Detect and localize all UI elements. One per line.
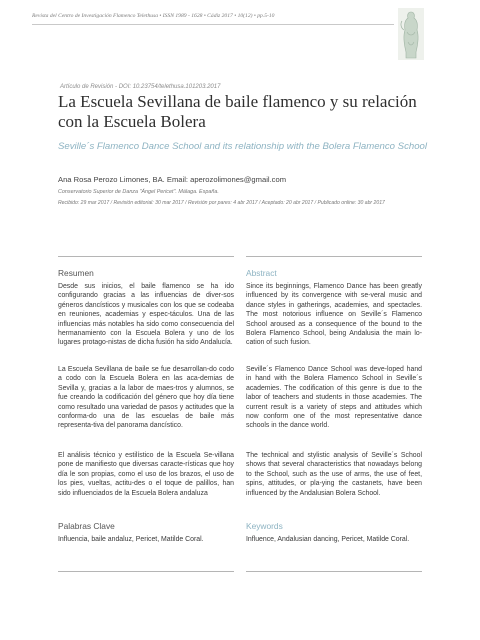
- keywords-heading: Keywords: [246, 521, 283, 531]
- abstract-top-rule: [246, 256, 422, 257]
- article-title: La Escuela Sevillana de baile flamenco y su relación con la Escuela Bolera: [58, 92, 417, 131]
- journal-header: Revista del Centro de Investigación Flamenco Telethusa • ISSN 1989 - 1628 • Cádiz 2017 • 10(12) • pp.5-10: [32, 13, 275, 19]
- statue-figure-icon: [398, 8, 424, 60]
- resumen-paragraph-3: El análisis técnico y estilístico de la Escuela Se-villana pone de manifiesto que diversas caracte-rísticas que hoy día le son propias, como el uso de los brazos, el uso de los pies, vueltas, actitu-des o el toque de palillos, han sido influenciados de la Escuela Bolera andaluza: [58, 452, 234, 497]
- palabras-clave-heading: Palabras Clave: [58, 521, 115, 531]
- abstract-paragraph-1: Since its beginnings, Flamenco Dance has been greatly influenced by its convergence with se-veral music and dance styles in gatherings, academies, and spectacles. The most notorious influence on Seville´s Flamenco School aroused as a consequence of the bound to the Bolera Flamenco School, being Andalusia the main lo-cation of such fusion.: [246, 283, 422, 347]
- resumen-paragraph-2: La Escuela Sevillana de baile se fue desarrollan-do codo a codo con la Escuela Bolera en las aca-demias de Sevilla y, gracias a la labor de maes-tros y alumnos, se fue creando la codificación del género que hoy día tiene como resultado una variedad de pasos y actitudes que la conforma-do una de las escuelas de baile más representa-tiva del panorama dancístico.: [58, 366, 234, 430]
- abstract-paragraph-3: The technical and stylistic analysis of Seville´s School shows that several characteristics that nowadays belong to the School, such as the use of arms, the use of feet, spins, attitudes, or pla-ying the castanets, have been influenced by the Andalusian Bolera School.: [246, 452, 422, 497]
- abstract-bottom-rule: [246, 571, 422, 572]
- author-line: Ana Rosa Perozo Limones, BA. Email: aperozolimones@gmail.com: [58, 175, 287, 184]
- article-type-doi: Artículo de Revisión - DOI: 10.23754/telethusa.101203.2017: [60, 84, 221, 90]
- article-subtitle: Seville´s Flamenco Dance School and its relationship with the Bolera Flamenco School: [58, 141, 428, 152]
- resumen-bottom-rule: [58, 571, 234, 572]
- resumen-top-rule: [58, 256, 234, 257]
- abstract-heading: Abstract: [246, 268, 277, 278]
- abstract-paragraph-2: Seville´s Flamenco Dance School was deve-loped hand in hand with the Bolera Flamenco School in Seville´s academies. The codification of this genre is due to the labor of teachers and students in those academies. The current result is a variety of steps and attitudes which now conform one of the most representative dance schools in the dance world.: [246, 366, 422, 430]
- resumen-heading: Resumen: [58, 268, 94, 278]
- author-affiliation: Conservatorio Superior de Danza "Ángel Pericet". Málaga. España.: [58, 189, 219, 195]
- header-rule: [32, 24, 394, 25]
- keywords-text: Influence, Andalusian dancing, Pericet, Matilde Coral.: [246, 536, 410, 543]
- palabras-clave-text: Influencia, baile andaluz, Pericet, Matilde Coral.: [58, 536, 204, 543]
- resumen-paragraph-1: Desde sus inicios, el baile flamenco se ha ido configurando gracias a las influencias de diver-sos géneros dancísticos y musicales con los que se codeaba en reuniones, academias y espec-táculos. Una de las influencias más notables ha sido como consecuencia del hermanamiento con la Escuela Bolera y uno de los lugares protago-nistas de dicha fusión ha sido Andalucía.: [58, 283, 234, 347]
- article-dates: Recibido: 29 mar 2017 / Revisión editorial: 30 mar 2017 / Revisión por pares: 4 abr 2017 / Aceptado: 20 abr 2017 / Publicado online: 30 abr 2017: [58, 200, 385, 206]
